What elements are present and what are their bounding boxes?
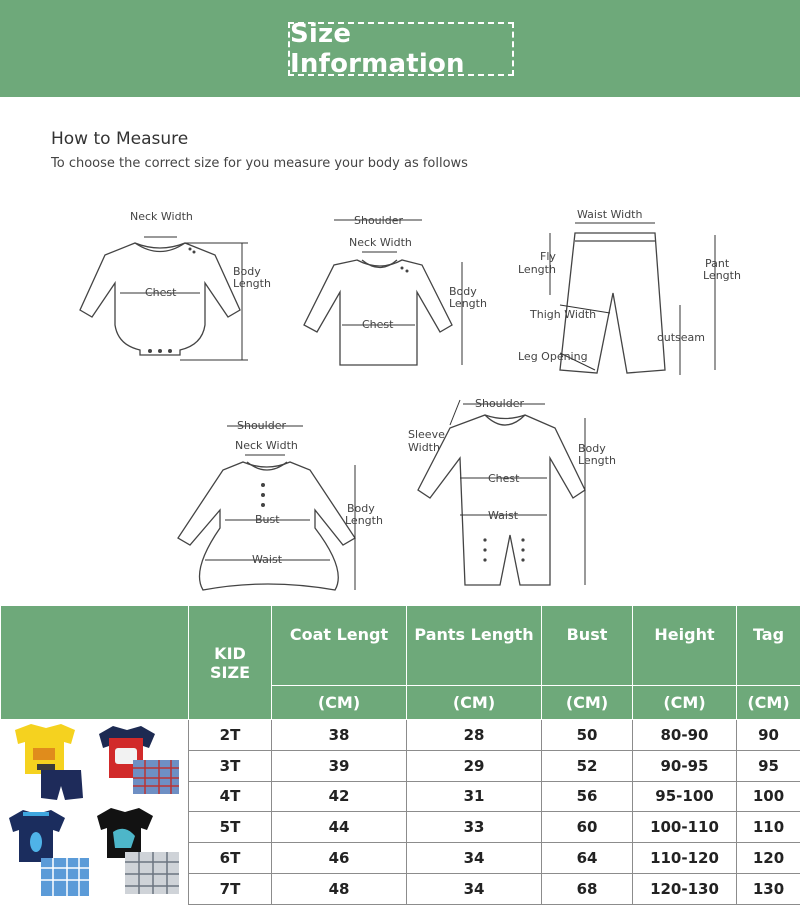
cell-kid-size: 4T — [189, 781, 272, 812]
page-header — [0, 0, 800, 97]
cell-pants-length: 34 — [407, 873, 542, 904]
dress-waist-label: Waist — [252, 553, 283, 566]
cell-coat-length: 44 — [272, 812, 407, 843]
cell-tag: 90 — [737, 720, 800, 751]
shirt-diagram — [292, 210, 492, 370]
pants-fly-label-1: Fly — [540, 250, 556, 263]
table-unit-height: (CM) — [633, 686, 737, 720]
romper-shoulder-label: Shoulder — [475, 397, 524, 410]
cell-kid-size: 7T — [189, 873, 272, 904]
cell-kid-size: 6T — [189, 843, 272, 874]
romper-length-label-2: Length — [578, 454, 616, 467]
bodysuit-neck-label: Neck Width — [130, 210, 193, 223]
pants-waist-label: Waist Width — [577, 208, 642, 221]
dress-neck-label: Neck Width — [235, 439, 298, 452]
romper-length-label-1: Body — [578, 442, 606, 455]
bodysuit-diagram — [80, 205, 280, 370]
dress-diagram — [175, 410, 390, 595]
size-table-container — [0, 605, 800, 884]
cell-height: 120-130 — [633, 873, 737, 904]
shirt-shoulder-label: Shoulder — [354, 214, 403, 227]
cell-height: 100-110 — [633, 812, 737, 843]
cell-height: 110-120 — [633, 843, 737, 874]
bodysuit-length-label-1: Body — [233, 265, 261, 278]
pants-leg-label: Leg Opening — [518, 350, 588, 363]
dress-length-label-2: Length — [345, 514, 383, 527]
table-header-coat-length: Coat Lengt — [272, 606, 407, 686]
product-photo-cell — [1, 720, 189, 905]
cell-pants-length: 31 — [407, 781, 542, 812]
romper-diagram — [405, 390, 630, 600]
cell-coat-length: 42 — [272, 781, 407, 812]
table-header-height: Height — [633, 606, 737, 686]
bodysuit-chest-label: Chest — [145, 286, 177, 299]
how-to-measure-subtitle: To choose the correct size for you measure your body as follows — [51, 156, 468, 171]
shirt-neck-label: Neck Width — [349, 236, 412, 249]
cell-tag: 100 — [737, 781, 800, 812]
cell-coat-length: 39 — [272, 750, 407, 781]
cell-bust: 64 — [542, 843, 633, 874]
pants-pant-label-2: Length — [703, 269, 741, 282]
pants-outseam-label: outseam — [657, 331, 705, 344]
pants-fly-label-2: Length — [518, 263, 556, 276]
pants-pant-label-1: Pant — [705, 257, 730, 270]
pants-thigh-label: Thigh Width — [529, 308, 596, 321]
cell-height: 95-100 — [633, 781, 737, 812]
cell-bust: 50 — [542, 720, 633, 751]
cell-bust: 68 — [542, 873, 633, 904]
cell-kid-size: 5T — [189, 812, 272, 843]
table-unit-coat-length: (CM) — [272, 686, 407, 720]
romper-chest-label: Chest — [488, 472, 520, 485]
pants-diagram — [515, 205, 755, 385]
size-table — [0, 605, 800, 905]
cell-coat-length: 38 — [272, 720, 407, 751]
dress-bust-label: Bust — [255, 513, 280, 526]
cell-pants-length: 28 — [407, 720, 542, 751]
table-header-kid-size: KID SIZE — [189, 606, 272, 720]
cell-coat-length: 46 — [272, 843, 407, 874]
table-unit-tag: (CM) — [737, 686, 800, 720]
shirt-chest-label: Chest — [362, 318, 394, 331]
table-unit-pants-length: (CM) — [407, 686, 542, 720]
cell-tag: 120 — [737, 843, 800, 874]
cell-tag: 95 — [737, 750, 800, 781]
cell-bust: 56 — [542, 781, 633, 812]
cell-kid-size: 3T — [189, 750, 272, 781]
romper-sleeve-label-1: Sleeve — [408, 428, 445, 441]
dress-shoulder-label: Shoulder — [237, 419, 286, 432]
outfit-black-dino — [97, 808, 179, 894]
cell-coat-length: 48 — [272, 873, 407, 904]
cell-height: 80-90 — [633, 720, 737, 751]
cell-bust: 60 — [542, 812, 633, 843]
table-header-bust: Bust — [542, 606, 633, 686]
romper-sleeve-label-2: Width — [408, 441, 440, 454]
shirt-length-label-1: Body — [449, 285, 477, 298]
header-title-frame — [288, 22, 514, 76]
cell-height: 90-95 — [633, 750, 737, 781]
page-title: Size Information — [290, 19, 512, 79]
shirt-length-label-2: Length — [449, 297, 487, 310]
cell-tag: 110 — [737, 812, 800, 843]
cell-tag: 130 — [737, 873, 800, 904]
cell-pants-length: 29 — [407, 750, 542, 781]
outfit-red-truck — [99, 726, 179, 794]
product-photos-image — [1, 720, 189, 900]
outfit-navy-fish — [9, 810, 89, 896]
how-to-measure-heading: How to Measure — [51, 129, 188, 149]
bodysuit-length-label-2: Length — [233, 277, 271, 290]
romper-waist-label: Waist — [488, 509, 519, 522]
table-header-blank — [1, 606, 189, 720]
cell-bust: 52 — [542, 750, 633, 781]
cell-pants-length: 34 — [407, 843, 542, 874]
table-header-pants-length: Pants Length — [407, 606, 542, 686]
outfit-yellow-excavator — [15, 724, 83, 800]
table-header-tag: Tag — [737, 606, 800, 686]
cell-pants-length: 33 — [407, 812, 542, 843]
table-header-row — [1, 606, 800, 686]
table-row — [1, 720, 800, 751]
table-unit-bust: (CM) — [542, 686, 633, 720]
dress-length-label-1: Body — [347, 502, 375, 515]
cell-kid-size: 2T — [189, 720, 272, 751]
